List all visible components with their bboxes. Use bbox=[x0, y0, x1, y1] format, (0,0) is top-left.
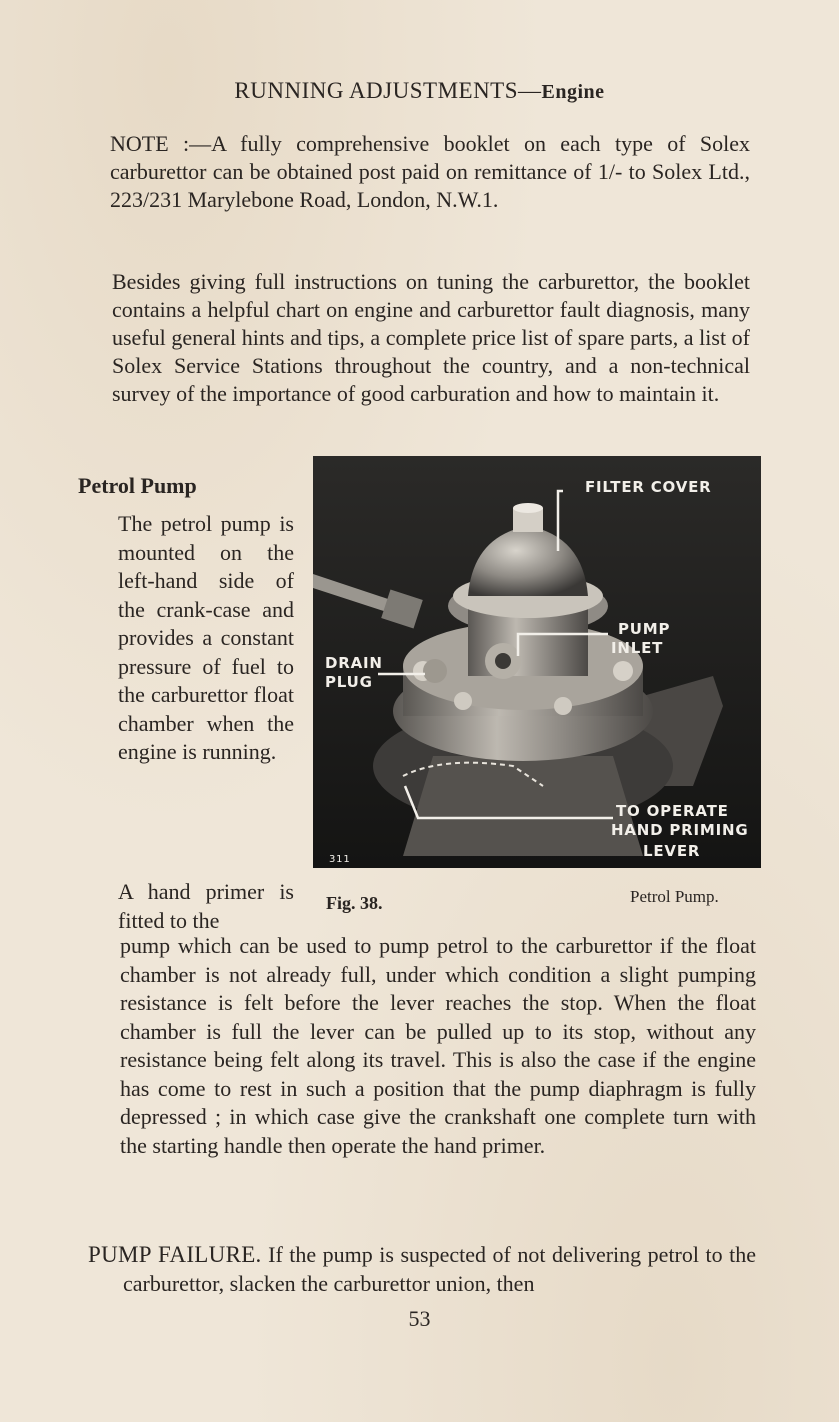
pump-inlet-label-line-1: PUMP bbox=[618, 620, 671, 638]
hand-priming-label-line-3: LEVER bbox=[643, 842, 701, 860]
hand-priming-label-line-2: HAND PRIMING bbox=[611, 821, 749, 839]
hand-priming-label-line-1: TO OPERATE bbox=[616, 802, 729, 820]
pump-failure-heading: PUMP FAILURE. bbox=[88, 1242, 262, 1267]
petrol-pump-heading: Petrol Pump bbox=[78, 473, 197, 498]
plate-number: 311 bbox=[329, 854, 351, 865]
petrol-pump-photo bbox=[313, 456, 761, 868]
drain-plug-label-line-2: PLUG bbox=[325, 673, 373, 691]
pump-failure-paragraph bbox=[88, 1240, 756, 1298]
booklet-paragraph: Besides giving full instructions on tuning the carburettor, the booklet contains a helpful chart on engine and carburettor fault diagnosis, many useful general hints and tips, a complete price list of spare parts, a list of Solex Service Stations throughout the country, and a non-technical survey of the importance of good carburation and how to maintain it. bbox=[112, 269, 750, 406]
hand-primer-paragraph: pump which can be used to pump petrol to the carburettor if the float chamber is not already full, under which condition a slight pumping resistance is felt before the lever reaches the stop. When the float chamber is full the lever can be pulled up to its stop, without any resistance being felt along its travel. This is also the case if the engine has come to rest in such a position that the pump diaphragm is fully depressed ; in which case give the crankshaft one complete turn with the starting handle then operate the hand primer. bbox=[120, 933, 756, 1158]
running-head-section: Engine bbox=[541, 81, 605, 103]
running-head bbox=[0, 78, 839, 104]
pump-failure-text: If the pump is suspected of not delivering petrol to the carburettor, slacken the carburettor union, then bbox=[123, 1242, 757, 1296]
page-number: 53 bbox=[408, 1306, 431, 1331]
figure-number: Fig. 38. bbox=[326, 893, 383, 913]
running-head-title: RUNNING ADJUSTMENTS— bbox=[234, 78, 542, 103]
drain-plug-label-line-1: DRAIN bbox=[325, 654, 383, 672]
hand-primer-intro: A hand primer is fitted to the bbox=[118, 879, 294, 933]
petrol-pump-paragraph: The petrol pump is mounted on the left-hand side of the crank-case and provides a constant pressure of fuel to the carburettor float chamber when the engine is running. bbox=[118, 511, 294, 764]
filter-cover-label: FILTER COVER bbox=[585, 478, 712, 496]
figure-caption: Petrol Pump. bbox=[630, 887, 719, 906]
note-paragraph: NOTE :—A fully comprehensive booklet on each type of Solex carburettor can be obtained post paid on remittance of 1/- to Solex Ltd., 223/231 Marylebone Road, London, N.W.1. bbox=[110, 131, 750, 212]
pump-inlet-label-line-2: INLET bbox=[611, 639, 664, 657]
